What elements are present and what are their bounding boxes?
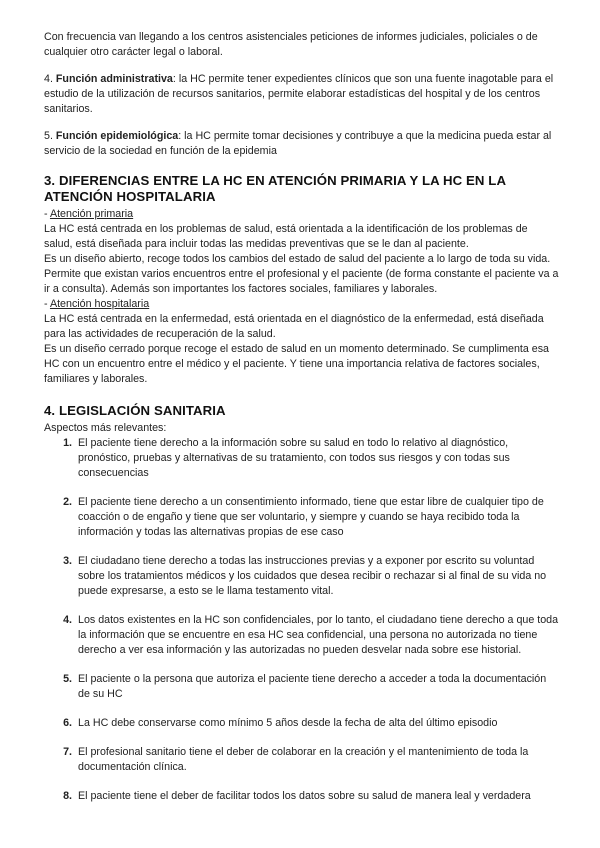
- list-number: 1.: [63, 437, 72, 449]
- list-text: La HC debe conservarse como mínimo 5 años desde la fecha de alta del último episodio: [78, 717, 498, 729]
- function-epidemiologica-paragraph: [44, 129, 559, 159]
- document-page: [44, 30, 559, 804]
- list-item: [44, 495, 559, 540]
- section-3-heading: 3. DIFERENCIAS ENTRE LA HC EN ATENCIÓN PRIMARIA Y LA HC EN LA ATENCIÓN HOSPITALARIA: [44, 173, 506, 204]
- function-administrativa-paragraph: [44, 72, 559, 117]
- primaria-paragraph-2: Es un diseño abierto, recoge todos los cambios del estado de salud del paciente a lo largo de toda su vida. Permite que existan varios encuentros entre el profesional y el paciente (de forma constante el paciente va a ir a consulta). Además son importantes los factores sociales, familiares y laborales.: [44, 253, 559, 295]
- primaria-label: Atención primaria: [49, 208, 134, 220]
- list-text: El profesional sanitario tiene el deber de colaborar en la creación y el mantenimiento de toda la documentación clínica.: [78, 746, 529, 773]
- list-item: [44, 789, 559, 804]
- section-4-heading: 4. LEGISLACIÓN SANITARIA: [44, 403, 226, 418]
- list-text: El ciudadano tiene derecho a todas las instrucciones previas y a exponer por escrito su voluntad sobre los tratamientos médicos y los cuidados que desea recibir o rechazar si al final de su vida no puede expresarse, a esto se le llama testamento vital.: [78, 555, 547, 597]
- hospitalaria-paragraph-1: La HC está centrada en la enfermedad, está orientada en el diagnóstico de la enfermedad, está diseñada para las actividades de recuperación de la salud.: [44, 313, 544, 340]
- function-text: : la HC permite tener expedientes clínicos que son una fuente inagotable para el estudio de la utilización de recursos sanitarios, permite elaborar estadísticas del hospital y de los centros sanitarios.: [44, 73, 554, 115]
- intro-paragraph: Con frecuencia van llegando a los centros asistenciales peticiones de informes judiciales, policiales o de cualquier otro carácter legal o laboral.: [44, 31, 538, 58]
- function-text: : la HC permite tomar decisiones y contribuye a que la medicina pueda estar al servicio de la sociedad en función de la epidemia: [44, 130, 552, 157]
- list-text: El paciente tiene derecho a la información sobre su salud en todo lo relativo al diagnóstico, pronóstico, pruebas y alternativas de su tratamiento, con todos sus riesgos y con todas sus consecuencias: [78, 437, 510, 479]
- list-text: El paciente tiene derecho a un consentimiento informado, tiene que estar libre de cualquier tipo de coacción o de engaño y tiene que ser voluntario, y siempre y cuando se haya recibido toda la información y todas las alternativas propias de ese caso: [78, 496, 544, 538]
- list-number: 4.: [63, 614, 72, 626]
- list-item: [44, 745, 559, 775]
- function-term: Función epidemiológica: [55, 130, 179, 142]
- dash: -: [44, 208, 50, 220]
- hospitalaria-subheading: [44, 297, 559, 312]
- list-text: El paciente tiene el deber de facilitar todos los datos sobre su salud de manera leal y verdadera: [78, 790, 531, 802]
- function-number: 5.: [44, 130, 56, 142]
- function-number: 4.: [44, 73, 56, 85]
- primaria-paragraph-1: La HC está centrada en los problemas de salud, está orientada a la identificación de los problemas de salud, está diseñada para incluir todas las medidas preventivas que se le dan al paciente.: [44, 223, 528, 250]
- list-number: 2.: [63, 496, 72, 508]
- primaria-subheading: [44, 207, 559, 222]
- function-term: Función administrativa: [55, 73, 173, 85]
- section-4-lead: Aspectos más relevantes:: [44, 422, 167, 434]
- list-item: [44, 672, 559, 702]
- list-number: 7.: [63, 746, 72, 758]
- list-text: Los datos existentes en la HC son confidenciales, por lo tanto, el ciudadano tiene derecho a que toda la información que se encuentre en esa HC sea confidencial, una persona no autorizada no tiene derecho a ver esa información y las autorizadas no pueden desvelar nada sobre ese historial.: [78, 614, 559, 656]
- list-item: [44, 554, 559, 599]
- list-number: 3.: [63, 555, 72, 567]
- list-number: 6.: [63, 717, 72, 729]
- hospitalaria-label: Atención hospitalaria: [49, 298, 150, 310]
- list-item: [44, 613, 559, 658]
- legislation-list: [44, 436, 559, 804]
- list-item: [44, 716, 559, 731]
- list-number: 5.: [63, 673, 72, 685]
- dash: -: [44, 298, 50, 310]
- list-text: El paciente o la persona que autoriza el paciente tiene derecho a acceder a toda la documentación de su HC: [78, 673, 547, 700]
- hospitalaria-paragraph-2: Es un diseño cerrado porque recoge el estado de salud en un momento determinado. Se cumplimenta esa HC con un encuentro entre el médico y el paciente. Y tiene una importancia relativa de factores sociales, familiares y laborales.: [44, 343, 550, 385]
- list-number: 8.: [63, 790, 72, 802]
- list-item: [44, 436, 559, 481]
